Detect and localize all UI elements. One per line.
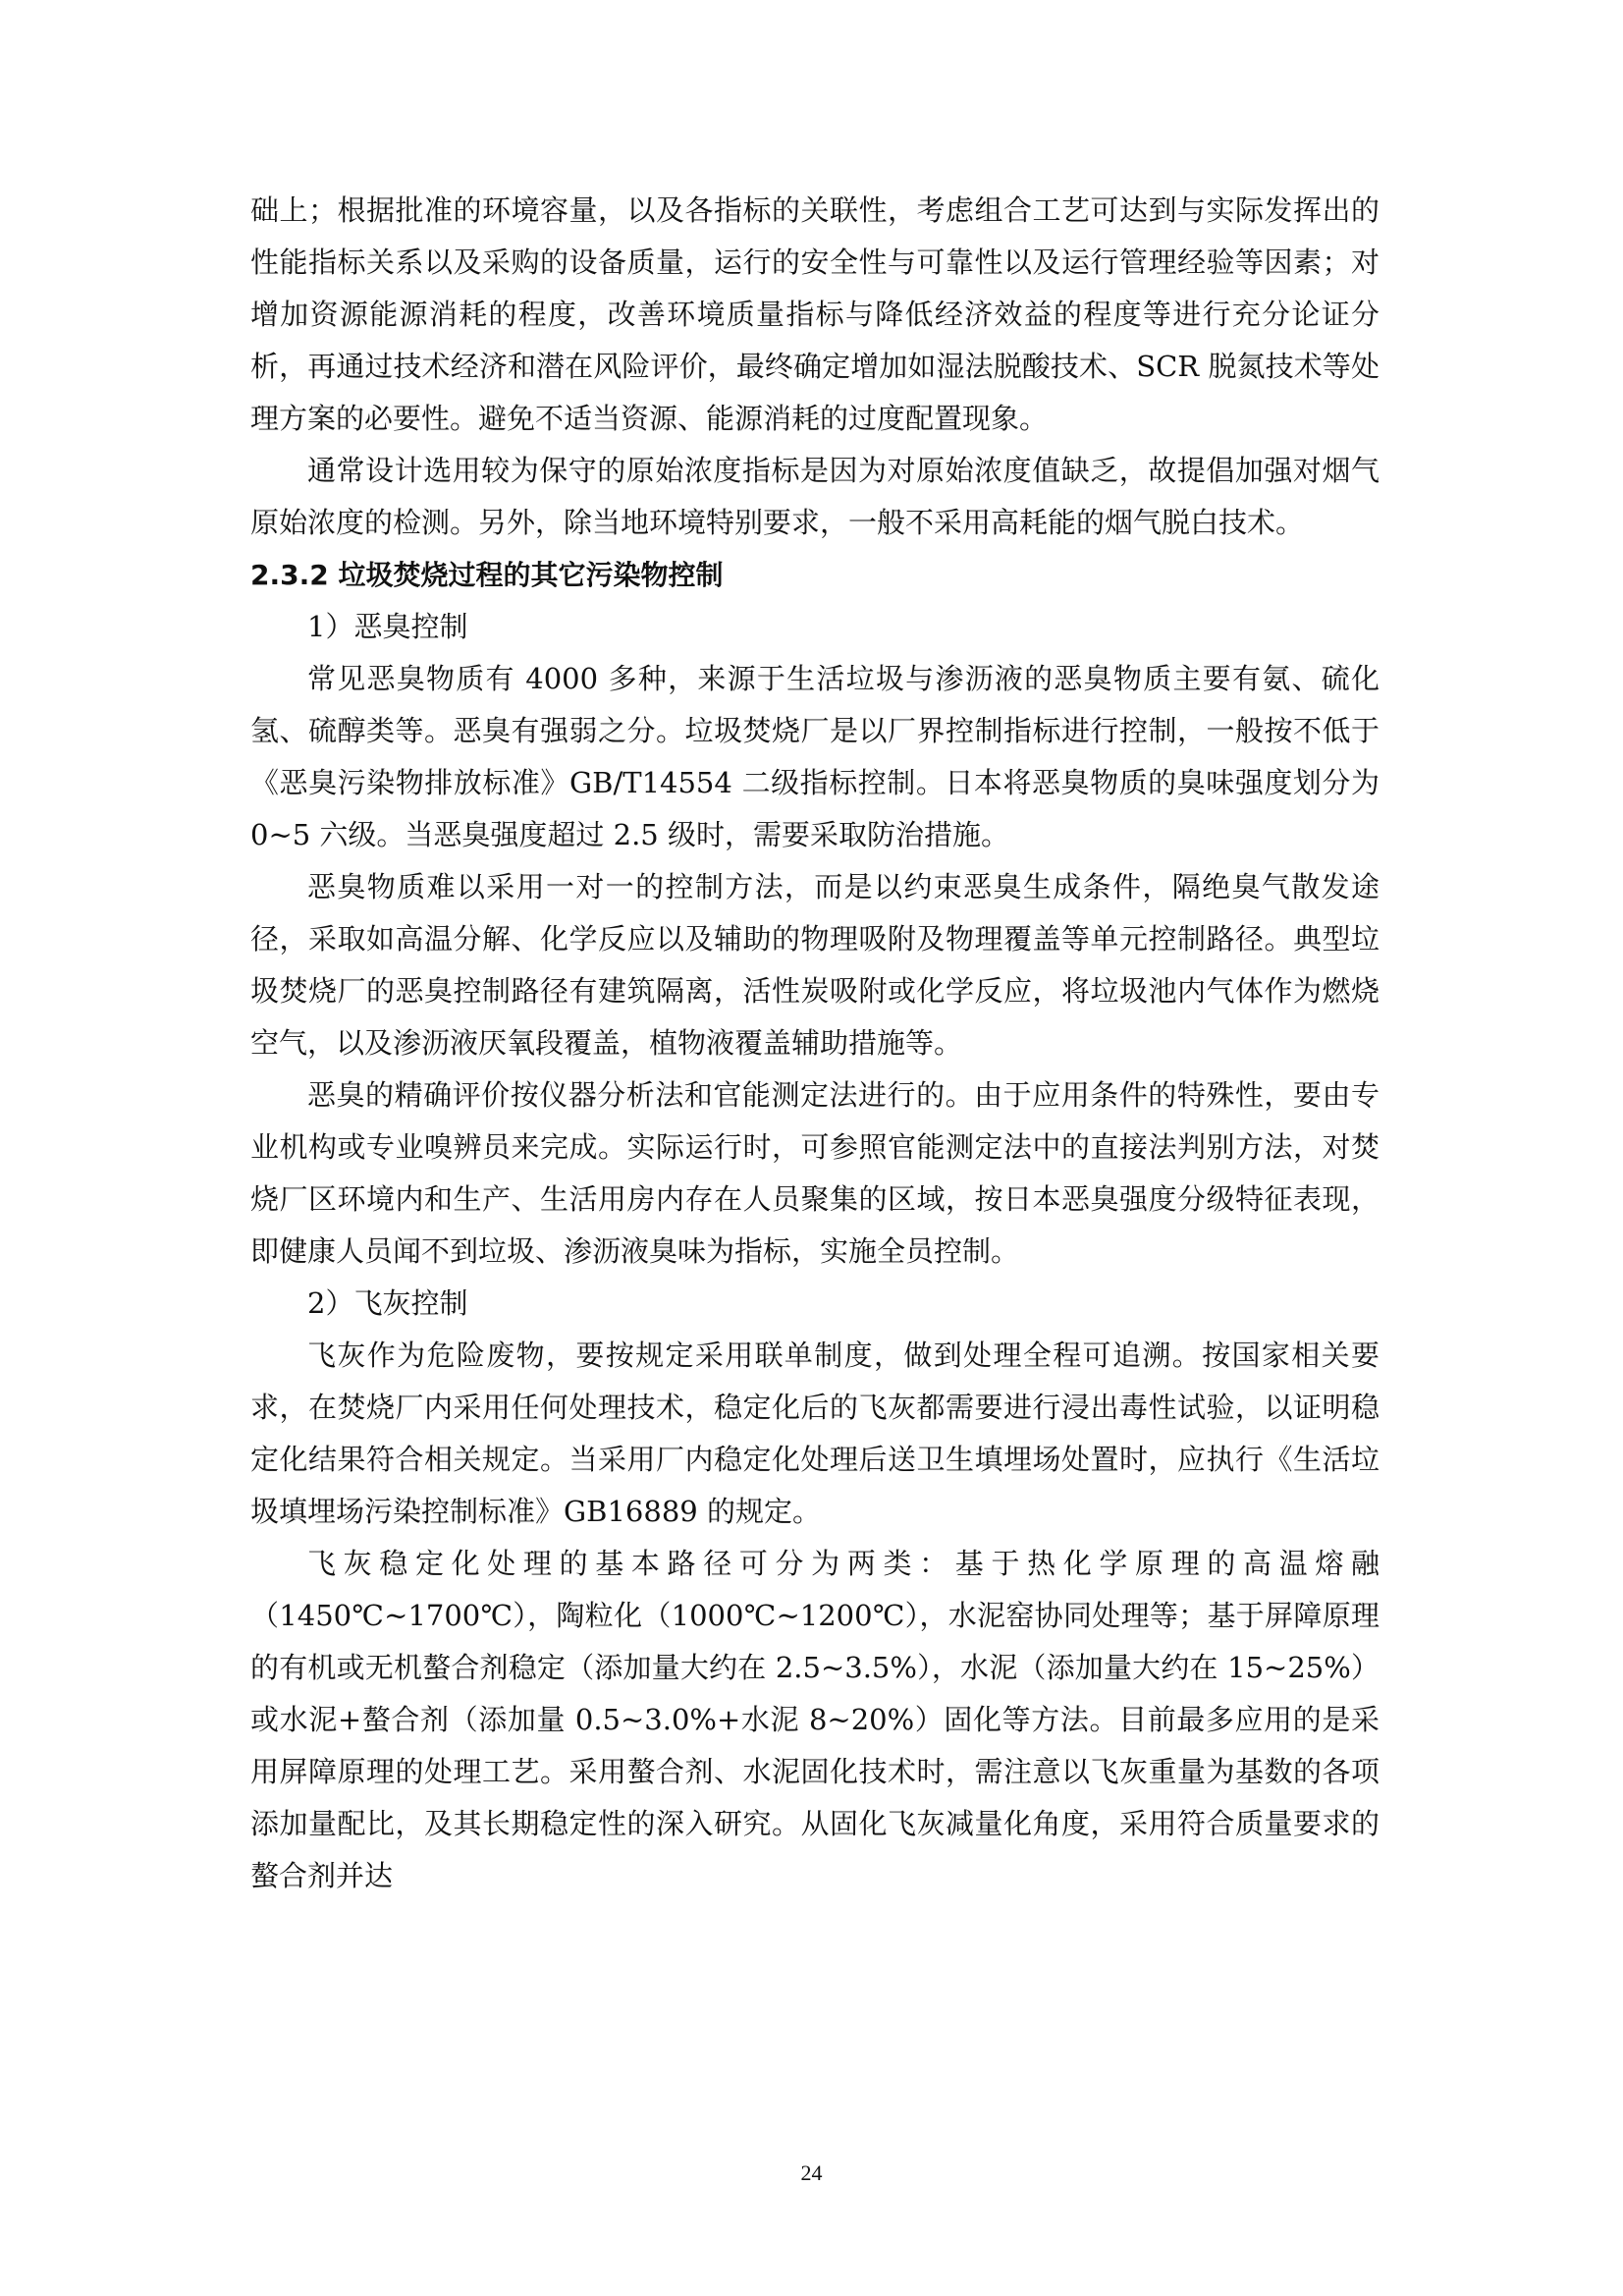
paragraph-odor-control-methods: 恶臭物质难以采用一对一的控制方法，而是以约束恶臭生成条件，隔绝臭气散发途径，采取如高温分解、化学反应以及辅助的物理吸附及物理覆盖等单元控制路径。典型垃圾焚烧厂的恶臭控制路径有建筑隔离，活性炭吸附或化学反应，将垃圾池内气体作为燃烧空气，以及渗沥液厌氧段覆盖，植物液覆盖辅助措施等。 [250,870,1380,1060]
subheading-fly-ash-control: 2）飞灰控制 [307,1286,468,1320]
subheading-odor-control: 1）恶臭控制 [307,610,468,643]
paragraph-odor-evaluation: 恶臭的精确评价按仪器分析法和官能测定法进行的。由于应用条件的特殊性，要由专业机构或专业嗅辨员来完成。实际运行时，可参照官能测定法中的直接法判别方法，对焚烧厂区环境内和生产、生活用房内存在人员聚集的区域，按日本恶臭强度分级特征表现，即健康人员闻不到垃圾、渗沥液臭味为指标，实施全员控制。 [250,1078,1380,1268]
page-number: 24 [800,2160,823,2185]
paragraph-continuation: 础上；根据批准的环境容量，以及各指标的关联性，考虑组合工艺可达到与实际发挥出的性能指标关系以及采购的设备质量，运行的安全性与可靠性以及运行管理经验等因素；对增加资源能源消耗的程度，改善环境质量指标与降低经济效益的程度等进行充分论证分析，再通过技术经济和潜在风险评价，最终确定增加如湿法脱酸技术、SCR 脱氮技术等处理方案的必要性。避免不适当资源、能源消耗的过度配置现象。 [250,193,1380,435]
document-body [250,185,1380,1902]
paragraph-odor-substances: 常见恶臭物质有 4000 多种，来源于生活垃圾与渗沥液的恶臭物质主要有氨、硫化氢、硫醇类等。恶臭有强弱之分。垃圾焚烧厂是以厂界控制指标进行控制，一般按不低于《恶臭污染物排放标准》GB/T14554 二级指标控制。日本将恶臭物质的臭味强度划分为 0~5 六级。当恶臭强度超过 2.5 级时，需要采取防治措施。 [250,662,1380,851]
paragraph-fly-ash-stabilization: 飞灰稳定化处理的基本路径可分为两类：基于热化学原理的高温熔融（1450℃~1700℃），陶粒化（1000℃~1200℃），水泥窑协同处理等；基于屏障原理的有机或无机螯合剂稳定（添加量大约在 2.5~3.5%），水泥（添加量大约在 15~25%）或水泥+螯合剂（添加量 0.5~3.0%+水泥 8~20%）固化等方法。目前最多应用的是采用屏障原理的处理工艺。采用螯合剂、水泥固化技术时，需注意以飞灰重量为基数的各项添加量配比，及其长期稳定性的深入研究。从固化飞灰减量化角度，采用符合质量要求的螯合剂并达 [250,1547,1380,1892]
section-heading-2-3-2: 2.3.2 垃圾焚烧过程的其它污染物控制 [250,559,724,591]
paragraph-fly-ash-hazardous: 飞灰作为危险废物，要按规定采用联单制度，做到处理全程可追溯。按国家相关要求，在焚烧厂内采用任何处理技术，稳定化后的飞灰都需要进行浸出毒性试验，以证明稳定化结果符合相关规定。当采用厂内稳定化处理后送卫生填埋场处置时，应执行《生活垃圾填埋场污染控制标准》GB16889 的规定。 [250,1339,1380,1528]
paragraph-raw-concentration: 通常设计选用较为保守的原始浓度指标是因为对原始浓度值缺乏，故提倡加强对烟气原始浓度的检测。另外，除当地环境特别要求，一般不采用高耗能的烟气脱白技术。 [250,454,1380,539]
